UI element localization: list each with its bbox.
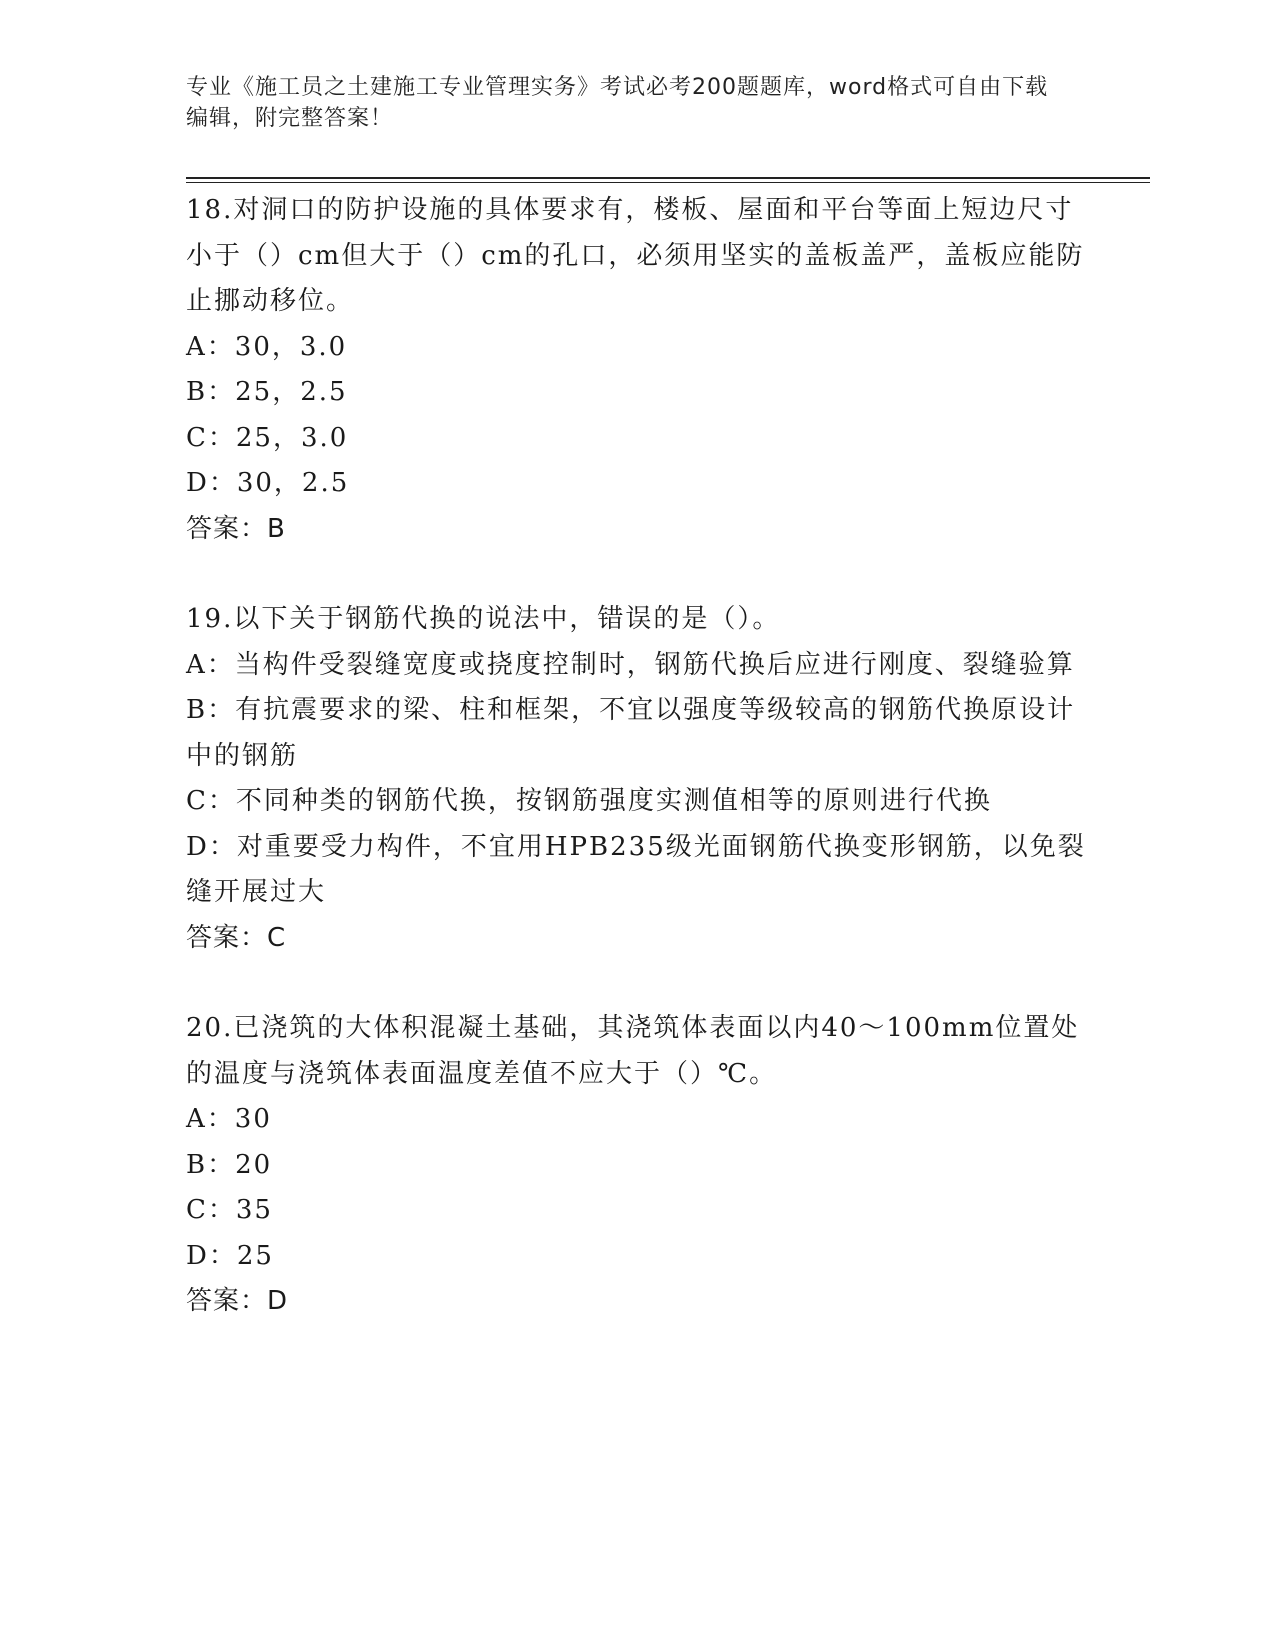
question-stem: 18.对洞口的防护设施的具体要求有，楼板、屋面和平台等面上短边尺寸小于（）cm但大于（）cm的孔口，必须用坚实的盖板盖严，盖板应能防止挪动移位。: [186, 195, 1085, 316]
answer-label: 答案：D: [186, 1286, 289, 1316]
option-b: B：有抗震要求的梁、柱和框架，不宜以强度等级较高的钢筋代换原设计中的钢筋: [186, 695, 1076, 771]
question-19: [186, 597, 1086, 961]
question-18: [186, 188, 1086, 552]
option-d: D：对重要受力构件，不宜用HPB235级光面钢筋代换变形钢筋，以免裂缝开展过大: [186, 831, 1086, 907]
document-header: 专业《施工员之土建施工专业管理实务》考试必考200题题库，word格式可自由下载编辑，附完整答案！: [186, 75, 1049, 131]
option-a: A：当构件受裂缝宽度或挠度控制时，钢筋代换后应进行刚度、裂缝验算: [186, 649, 1075, 680]
question-spacer: [186, 961, 1086, 1006]
option-d: D：30，2.5: [186, 468, 350, 498]
option-d: D：25: [186, 1240, 274, 1271]
answer-label: 答案：C: [186, 922, 287, 953]
option-c: C：25，3.0: [186, 422, 349, 453]
option-c: C：35: [186, 1195, 273, 1225]
option-b: B：25，2.5: [186, 377, 348, 407]
option-a: A：30: [186, 1104, 272, 1134]
option-c: C：不同种类的钢筋代换，按钢筋强度实测值相等的原则进行代换: [186, 786, 992, 816]
question-stem: 20.已浇筑的大体积混凝土基础，其浇筑体表面以内40～100mm位置处的温度与浇筑体表面温度差值不应大于（）℃。: [186, 1013, 1080, 1089]
header-rule-thick: [186, 177, 1150, 179]
header-rule-thin: [186, 182, 1150, 183]
question-list: [186, 188, 1086, 1325]
question-20: [186, 1006, 1086, 1325]
option-b: B：20: [186, 1149, 273, 1180]
question-stem: 19.以下关于钢筋代换的说法中，错误的是（）。: [186, 604, 781, 634]
question-spacer: [186, 552, 1086, 597]
answer-label: 答案：B: [186, 513, 286, 544]
option-a: A：30，3.0: [186, 331, 348, 362]
